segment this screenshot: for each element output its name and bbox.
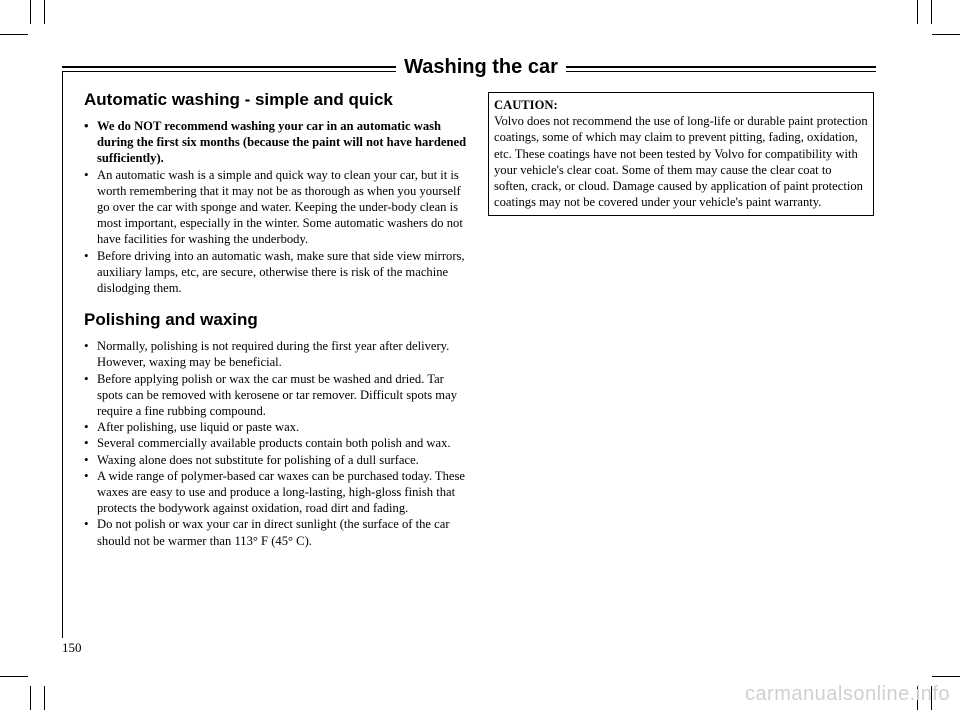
list-item: • An automatic wash is a simple and quick way to clean your car, but it is worth remembering that it may not be as thorough as when you yourself go over the car with sponge and water. Keeping the under-body clean is most important, especially in the winter. Some automatic washers do not have facilities for washing the underbody. (84, 167, 470, 248)
header-rule-left-thin (62, 71, 396, 72)
page-number: 150 (62, 640, 82, 655)
page-title: Washing the car (404, 56, 558, 78)
list-item: • Normally, polishing is not required during the first year after delivery. However, waxing may be beneficial. (84, 338, 470, 370)
list-item: • Before applying polish or wax the car must be washed and dried. Tar spots can be removed with kerosene or tar remover. Difficult spots may require a fine rubbing compound. (84, 371, 470, 420)
caution-heading: CAUTION: (494, 98, 558, 112)
section-heading-polishing-waxing: Polishing and waxing (84, 310, 258, 330)
list-item: • Several commercially available products contain both polish and wax. (84, 435, 470, 451)
header-rule-right (566, 66, 876, 68)
caution-text: Volvo does not recommend the use of long-life or durable paint protection coatings, some of which may claim to prevent pitting, fading, oxidation, etc. These coatings have not been tested by Volvo for compatibility with your vehicle's clear coat. Some of them may cause the clear coat to soften, crack, or cloud. Damage caused by application of paint protection coatings may not be covered under your vehicle's paint warranty. (494, 114, 868, 210)
list-item: • We do NOT recommend washing your car in an automatic wash during the first six months (because the paint will not have hardened sufficiently). (84, 118, 470, 167)
automatic-washing-list (84, 118, 470, 296)
crop-mark (932, 676, 960, 677)
polishing-waxing-list (84, 338, 470, 549)
watermark: carmanualsonline.info (744, 683, 950, 705)
margin-rule (62, 72, 63, 638)
header-rule-right-thin (566, 71, 876, 72)
caution-box (488, 92, 874, 216)
crop-mark (0, 676, 28, 677)
crop-mark (30, 0, 31, 24)
main-column (84, 90, 470, 549)
crop-mark (44, 0, 45, 24)
list-item: • Before driving into an automatic wash, make sure that side view mirrors, auxiliary lamps, etc, are secure, otherwise there is risk of the machine dislodging them. (84, 248, 470, 297)
section-heading-automatic-washing: Automatic washing - simple and quick (84, 90, 393, 109)
crop-mark (44, 686, 45, 710)
list-item: • Waxing alone does not substitute for polishing of a dull surface. (84, 452, 470, 468)
crop-mark (917, 0, 918, 24)
list-item: • After polishing, use liquid or paste wax. (84, 419, 470, 435)
list-item: • Do not polish or wax your car in direct sunlight (the surface of the car should not be warmer than 113° F (45° C). (84, 516, 470, 548)
crop-mark (931, 0, 932, 24)
header-rule-left (62, 66, 396, 68)
crop-mark (932, 34, 960, 35)
list-item: • A wide range of polymer-based car waxes can be purchased today. These waxes are easy to use and produce a long-lasting, high-gloss finish that protects the bodywork against oxidation, road dirt and fading. (84, 468, 470, 517)
crop-mark (30, 686, 31, 710)
crop-mark (0, 34, 28, 35)
